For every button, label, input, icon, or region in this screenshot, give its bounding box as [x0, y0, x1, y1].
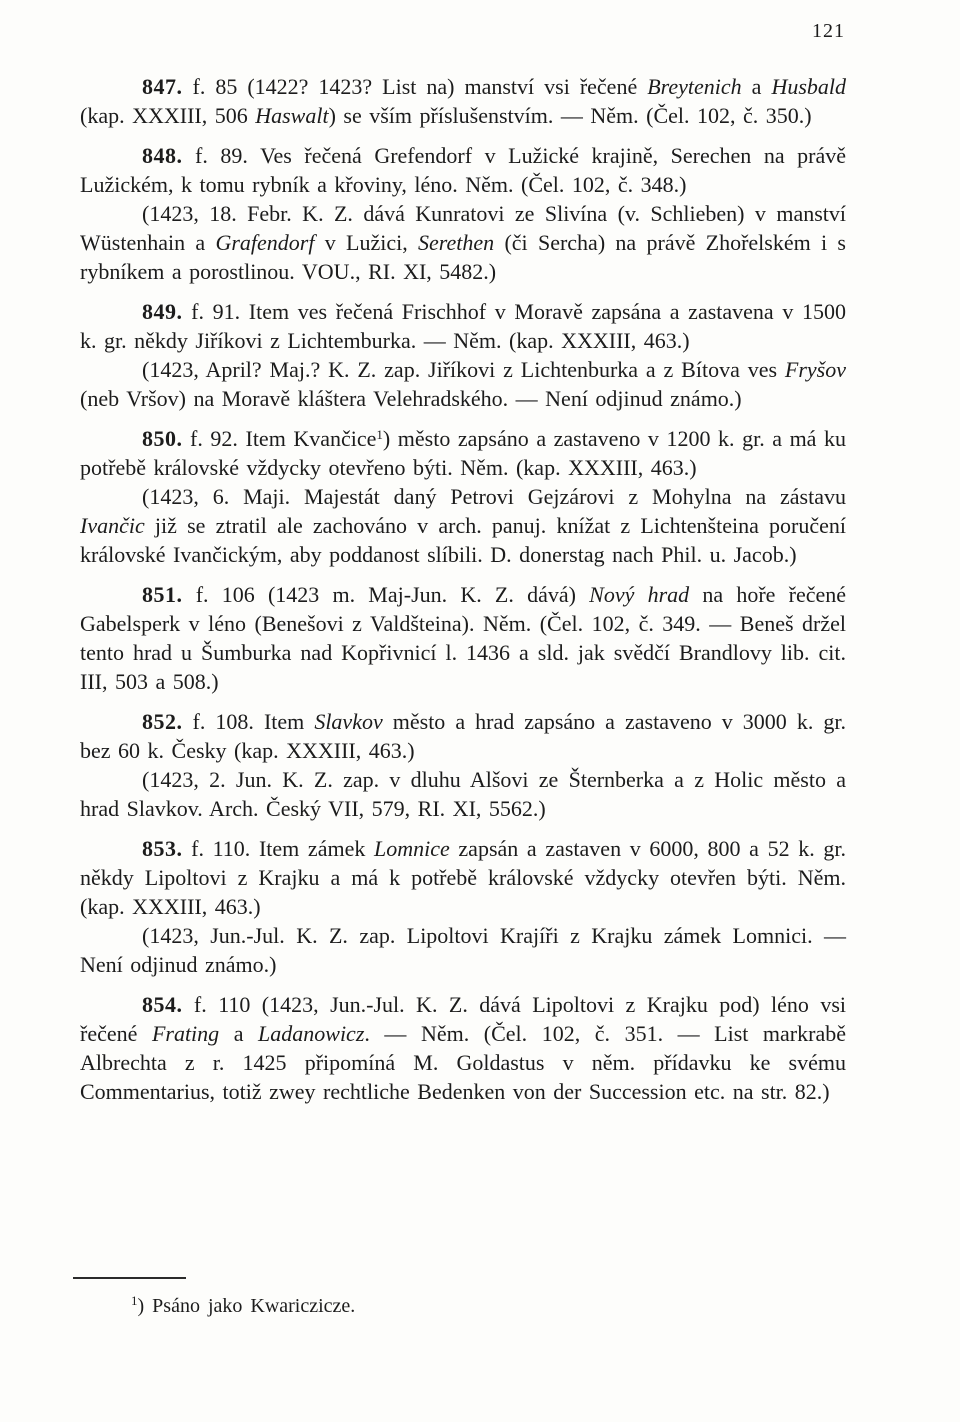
text-segment: f. 85 (1422? 1423? List na) manství vsi řečené [182, 74, 648, 99]
text-segment: f. 89. Ves řečená Grefendorf v Lužické krajině, Serechen na právě Lužickém, k tomu rybník a křoviny, léno. Něm. (Čel. 102, č. 348.) [80, 143, 846, 197]
text-segment: f. 91. Item ves řečená Frischhof v Moravě zapsána a zastavena v 1500 k. gr. někdy Jiříkovi z Lichtemburka. — Něm. (kap. XXXIII, 463.) [80, 299, 846, 353]
text-segment: (1423, 18. Febr. K. Z. dává Kunratovi ze Slivína (v. Schlieben) v manství Wüstenhain a [80, 201, 846, 255]
text-segment: (1423, 2. Jun. K. Z. zap. v dluhu Alšovi ze Šternberka a z Holic město a hrad Slavkov. Arch. Český VII, 579, RI. XI, 5562.) [80, 767, 846, 821]
entry-paragraph [80, 72, 846, 130]
text-segment: a [741, 74, 772, 99]
text-segment: f. 110. Item zámek [182, 836, 374, 861]
entry [80, 834, 846, 979]
text-segment: Slavkov [314, 709, 383, 734]
text-segment: (neb Vršov) na Moravě kláštera Velehradského. — Není odjinud známo.) [80, 386, 742, 411]
entry-paragraph [80, 834, 846, 921]
text-segment: 847. [142, 74, 183, 99]
entry [80, 297, 846, 413]
text-segment: (či Sercha) na právě Zhořelském i s rybníkem a porostlinou. VOU., RI. XI, 5482.) [80, 230, 846, 284]
text-segment: 851. [142, 582, 183, 607]
entry-paragraph [80, 424, 846, 482]
text-segment: . — Něm. (Čel. 102, č. 351. — List markrabě Albrechta z r. 1425 připomíná M. Goldastus v něm. přídavku ke svému Commentarius, totiž zwey rechtliche Bedenken von der Succession etc. na str. 82.) [80, 1021, 846, 1104]
footnote-rule [73, 1277, 186, 1279]
text-segment: Fryšov [784, 357, 846, 382]
text-segment: 852. [142, 709, 183, 734]
page-number: 121 [812, 20, 845, 42]
text-segment: (1423, 6. Maji. Majestát daný Petrovi Gejzárovi z Mohylna na zástavu [142, 484, 846, 509]
footnote-text [73, 1293, 773, 1319]
entry-paragraph [80, 707, 846, 765]
text-segment: Lomnice [374, 836, 450, 861]
entry-paragraph [80, 482, 846, 569]
entries-container [80, 72, 846, 1117]
entry-paragraph [80, 199, 846, 286]
footnote-marker: 1 [131, 1293, 138, 1308]
entry-paragraph [80, 141, 846, 199]
text-segment: f. 92. Item Kvančice [182, 426, 377, 451]
text-segment: ) Psáno jako Kwariczicze. [137, 1295, 356, 1317]
text-segment: Haswalt [255, 103, 329, 128]
text-segment: a [219, 1021, 259, 1046]
entry [80, 707, 846, 823]
text-segment: 854. [142, 992, 183, 1017]
text-segment: již se ztratil ale zachováno v arch. panuj. knížat z Lichtenšteina poručení královské Ivančickým, aby poddanost slíbili. D. donerstag nach Phil. u. Jacob.) [80, 513, 846, 567]
text-segment: ) se vším příslušenstvím. — Něm. (Čel. 102, č. 350.) [328, 103, 812, 128]
text-segment: v Lužici, [314, 230, 419, 255]
text-segment: 850. [142, 426, 183, 451]
text-segment: 849. [142, 299, 183, 324]
text-segment: Serethen [418, 230, 495, 255]
entry-paragraph [80, 921, 846, 979]
entry-paragraph [80, 355, 846, 413]
text-segment: 848. [142, 143, 183, 168]
text-segment: Ladanowicz [258, 1021, 365, 1046]
text-segment: f. 108. Item [182, 709, 315, 734]
entry [80, 141, 846, 286]
text-segment: Frating [151, 1021, 220, 1046]
text-segment: Breytenich [647, 74, 742, 99]
text-segment: zapsán a zastaven v 6000, 800 a 52 k. gr. někdy Lipoltovi z Krajku a má k potřebě královské vždycky otevřen býti. Něm. (kap. XXXIII, 463.) [80, 836, 847, 919]
entry-paragraph [80, 990, 846, 1106]
text-segment: Nový hrad [589, 582, 690, 607]
text-segment: na hoře řečené Gabelsperk v léno (Benešovi z Valdšteina). Něm. (Čel. 102, č. 349. — Beneš držel tento hrad u Šumburka nad Kopřivnicí l. 1436 a sld. jak svědčí Brandlovy lib. cit. III, 503 a 508.) [80, 582, 847, 694]
footnote-marker: 1 [376, 427, 383, 442]
text-segment: (kap. XXXIII, 506 [80, 103, 256, 128]
text-segment: f. 110 (1423, Jun.-Jul. K. Z. dává Lipoltovi z Krajku pod) léno vsi řečené [80, 992, 846, 1046]
text-segment: ) město zapsáno a zastaveno v 1200 k. gr. a má ku potřebě královské vždycky otevřeno býti. Něm. (kap. XXXIII, 463.) [80, 426, 847, 480]
entry-paragraph [80, 297, 846, 355]
entry [80, 424, 846, 569]
entry [80, 990, 846, 1106]
entry-paragraph [80, 765, 846, 823]
text-segment: (1423, April? Maj.? K. Z. zap. Jiříkovi z Lichtenburka a z Bítova ves [142, 357, 785, 382]
text-segment: (1423, Jun.-Jul. K. Z. zap. Lipoltovi Krajíři z Krajku zámek Lomnici. — Není odjinud známo.) [80, 923, 846, 977]
entry [80, 580, 846, 696]
entry [80, 72, 846, 130]
text-segment: Husbald [771, 74, 847, 99]
text-segment: město a hrad zapsáno a zastaveno v 3000 k. gr. bez 60 k. Česky (kap. XXXIII, 463.) [80, 709, 846, 763]
text-segment: f. 106 (1423 m. Maj-Jun. K. Z. dává) [182, 582, 590, 607]
text-segment: Ivančic [80, 513, 145, 538]
text-segment: Grafendorf [215, 230, 315, 255]
footnote [73, 1277, 773, 1319]
entry-paragraph [80, 580, 846, 696]
text-segment: 853. [142, 836, 183, 861]
